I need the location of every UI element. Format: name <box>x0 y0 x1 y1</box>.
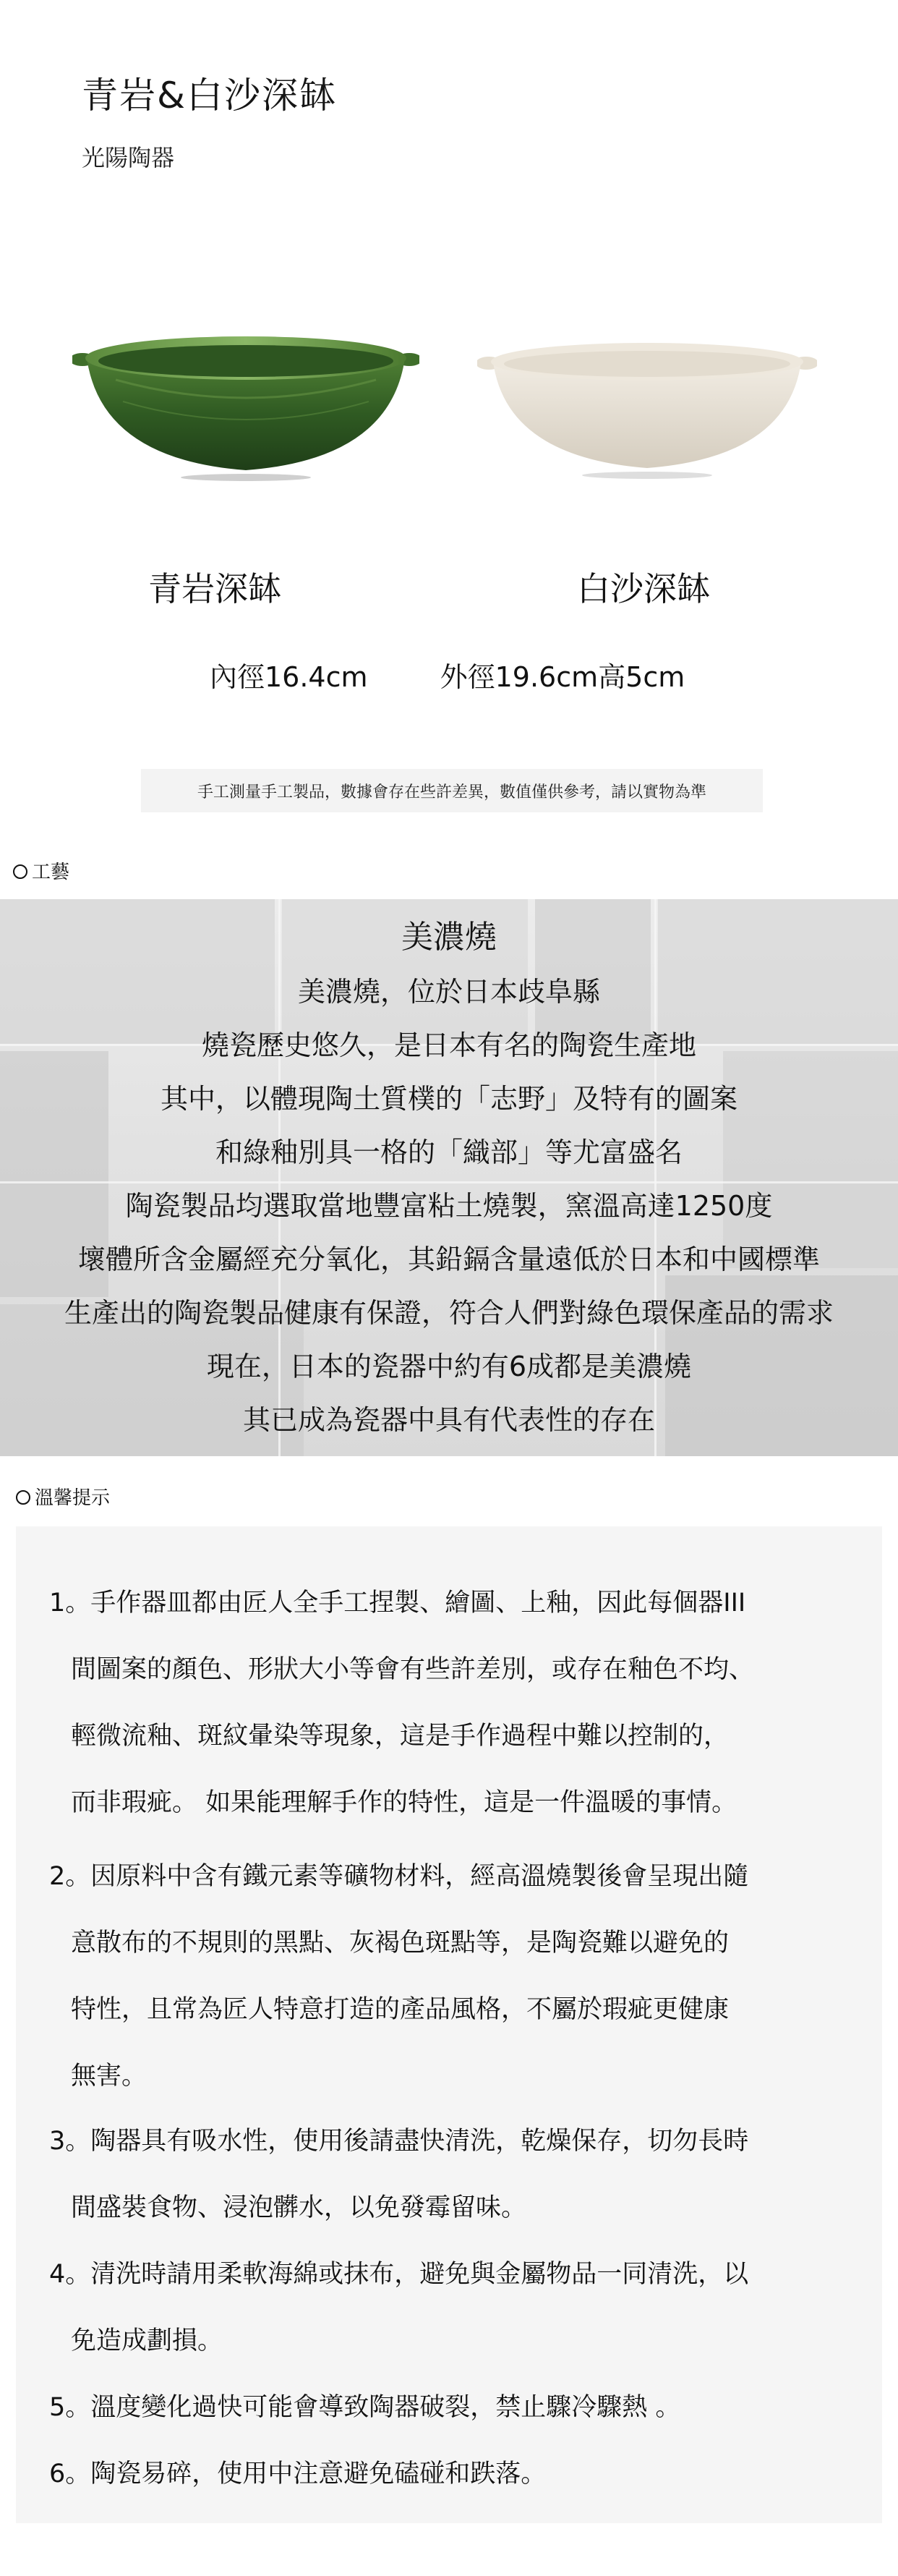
craft-line: 和綠釉別具一格的「織部」等尤富盛名 <box>215 1136 683 1168</box>
tip-line: 間盛裝食物、浸泡髒水，以免發霉留味。 <box>71 2193 527 2222</box>
tip-line: 6。陶瓷易碎，使用中注意避免磕碰和跌落。 <box>49 2460 547 2488</box>
tip-line: 特性，且常為匠人特意打造的產品風格，不屬於瑕疵更健康 <box>71 1995 730 2024</box>
tips-section-label <box>16 1483 110 1510</box>
green-bowl-image <box>72 329 419 481</box>
outer-diameter-height: 外徑19.6cm高5cm <box>440 661 685 693</box>
white-bowl-name: 白沙深缽 <box>577 569 710 608</box>
craft-text-block <box>0 910 898 1447</box>
craft-line: 現在，日本的瓷器中約有6成都是美濃燒 <box>206 1351 692 1382</box>
tip-line: 而非瑕疵。 如果能理解手作的特性，這是一件溫暖的事情。 <box>71 1788 737 1817</box>
craft-line: 生產出的陶瓷製品健康有保證，符合人們對綠色環保產品的需求 <box>64 1297 834 1329</box>
tip-line: 4。清洗時請用柔軟海綿或抹布，避免與金屬物品一同清洗，以 <box>49 2260 749 2289</box>
measure-note-bar <box>141 769 763 812</box>
tip-line: 輕微流釉、斑紋暈染等現象，這是手作過程中難以控制的， <box>71 1722 730 1751</box>
tip-line: 意散布的不規則的黑點、灰褐色斑點等，是陶瓷難以避免的 <box>71 1929 730 1957</box>
measure-note: 手工測量手工製品，數據會存在些許差異，數值僅供參考，請以實物為準 <box>197 783 706 802</box>
tip-line: 免造成劃損。 <box>71 2326 223 2355</box>
inner-diameter: 內徑16.4cm <box>210 661 368 693</box>
green-bowl-name: 青岩深缽 <box>148 569 281 608</box>
craft-line: 美濃燒，位於日本歧阜縣 <box>297 976 600 1008</box>
tip-line: 3。陶器具有吸水性，使用後請盡快清洗，乾燥保存，切勿長時 <box>49 2127 749 2156</box>
dimensions-row <box>210 655 685 694</box>
craft-section-label <box>13 857 69 884</box>
craft-line: 壞體所含金屬經充分氧化，其鉛鎘含量遠低於日本和中國標準 <box>77 1244 820 1275</box>
craft-line: 陶瓷製品均選取當地豐富粘土燒製，窯溫高達1250度 <box>125 1190 773 1222</box>
circle-bullet-icon <box>13 864 27 879</box>
tip-line: 間圖案的顏色、形狀大小等會有些許差別，或存在釉色不均、 <box>71 1655 755 1684</box>
craft-line: 其中，以體現陶土質樸的「志野」及特有的圖案 <box>160 1083 737 1115</box>
tips-section-label-text: 溫馨提示 <box>35 1487 111 1509</box>
tip-line: 1。手作器皿都由匠人全手工捏製、繪圖、上釉，因此每個器III <box>49 1589 746 1618</box>
circle-bullet-icon <box>16 1490 30 1505</box>
craft-section-label-text: 工藝 <box>32 862 70 883</box>
craft-heading: 美濃燒 <box>401 919 497 956</box>
tip-line: 2。因原料中含有鐵元素等礦物材料，經高溫燒製後會呈現出隨 <box>49 1862 749 1891</box>
brand-name: 光陽陶器 <box>82 144 175 171</box>
craft-line: 其已成為瓷器中具有代表性的存在 <box>242 1404 655 1436</box>
craft-line: 燒瓷歷史悠久，是日本有名的陶瓷生產地 <box>201 1029 696 1061</box>
white-bowl-image <box>477 334 817 479</box>
tip-line: 5。溫度變化過快可能會導致陶器破裂，禁止驟冷驟熱 。 <box>49 2393 681 2422</box>
page-title: 青岩&白沙深缽 <box>82 75 337 116</box>
tip-line: 無害。 <box>71 2062 147 2091</box>
